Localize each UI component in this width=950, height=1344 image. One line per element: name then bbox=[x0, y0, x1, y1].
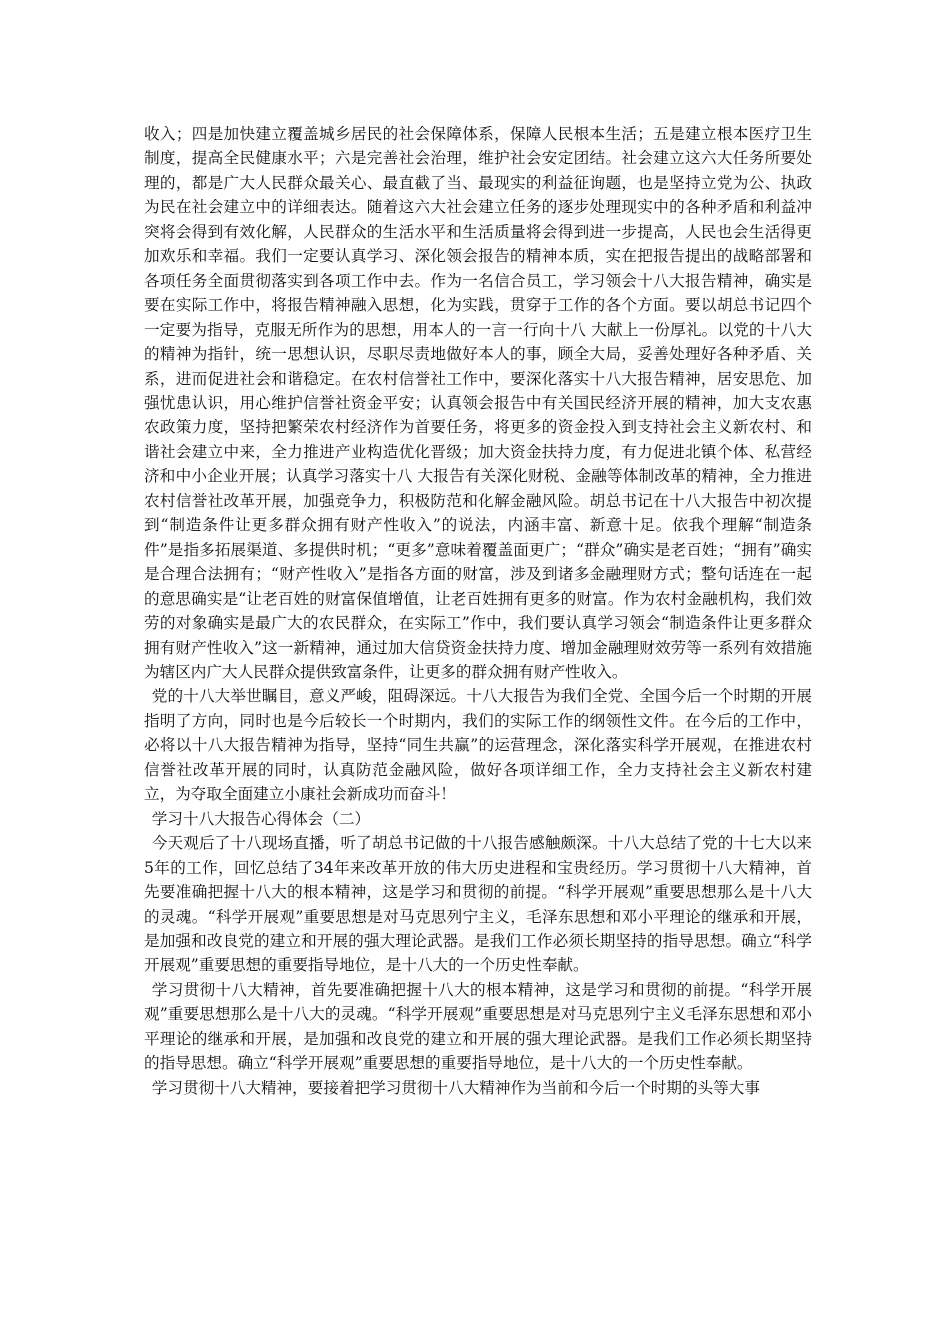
paragraph-continuation: 收入；四是加快建立覆盖城乡居民的社会保障体系，保障人民根本生活；五是建立根本医疗卫生制度，提高全民健康水平；六是完善社会治理，维护社会安定团结。社会建立这六大任务所要处理的，都是广大人民群众最关心、最直截了当、最现实的利益征询题，也是坚持立党为公、执政为民在社会建立中的详细表达。随着这六大社会建立任务的逐步处理现实中的各种矛盾和利益冲突将会得到有效化解，人民群众的生活水平和生活质量将会得到进一步提高，人民也会生活得更加欢乐和幸福。我们一定要认真学习、深化领会报告的精神本质，实在把报告提出的战略部署和各项任务全面贯彻落实到各项工作中去。作为一名信合员工，学习领会十八大报告精神，确实是要在实际工作中，将报告精神融入思想，化为实践，贯穿于工作的各个方面。要以胡总书记四个一定要为指导，克服无所作为的思想，用本人的一言一行向十八 大献上一份厚礼。以党的十八大的精神为指针，统一思想认识，尽职尽责地做好本人的事，顾全大局，妥善处理好各种矛盾、关系，进而促进社会和谐稳定。在农村信誉社工作中，要深化落实十八大报告精神，居安思危、加强忧患认识，用心维护信誉社资金平安；认真领会报告中有关国民经济开展的精神，加大支农惠农政策力度，坚持把繁荣农村经济作为首要任务，将更多的资金投入到支持社会主义新农村、和谐社会建立中来，全力推进产业构造优化晋级；加大资金扶持力度，有力促进北镇个体、私营经济和中小企业开展；认真学习落实十八 大报告有关深化财税、金融等体制改革的精神，全力推进农村信誉社改革开展，加强竞争力，积极防范和化解金融风险。胡总书记在十八大报告中初次提到“制造条件让更多群众拥有财产性收入”的说法，内涵丰富、新意十足。依我个理解“制造条件”是指多拓展渠道、多提供时机；“更多”意味着覆盖面更广；“群众”确实是老百姓；“拥有”确实是合理合法拥有；“财产性收入”是指各方面的财富，涉及到诸多金融理财方式；整句话连在一起的意思确实是“让老百姓的财富保值增值，让老百姓拥有更多的财富。作为农村金融机构，我们效劳的对象确实是最广大的农民群众，在实际工”作中，我们要认真学习领会“制造条件让更多群众拥有财产性收入”这一新精神，通过加大信贷资金扶持力度、增加金融理财效劳等一系列有效措施为辖区内广大人民群众提供致富条件，让更多的群众拥有财产性收入。 bbox=[144, 125, 812, 681]
paragraph-body: 学习贯彻十八大精神，首先要准确把握十八大的根本精神，这是学习和贯彻的前提。“科学开展观”重要思想那么是十八大的灵魂。“科学开展观”重要思想是对马克思列宁主义毛泽东思想和邓小平理论的继承和开展，是加强和改良党的建立和开展的强大理论武器。是我们工作必须长期坚持的指导思想。确立“科学开展观”重要思想的重要指导地位，是十八大的一个历史性奉献。 bbox=[144, 980, 812, 1073]
paragraph-conclusion: 党的十八大举世瞩目，意义严峻，阻碍深远。十八大报告为我们全党、全国今后一个时期的开展指明了方向，同时也是今后较长一个时期内，我们的实际工作的纲领性文件。在今后的工作中，必将以十八大报告精神为指导，坚持“同生共赢”的运营理念，深化落实科学开展观，在推进农村信誉社改革开展的同时，认真防范金融风险，做好各项详细工作，全力支持社会主义新农村建立，为夺取全面建立小康社会新成功而奋斗！ bbox=[144, 687, 812, 804]
paragraph-intro: 今天观后了十八现场直播，听了胡总书记做的十八报告感触颇深。十八大总结了党的十七大以来5年的工作，回忆总结了34年来改革开放的伟大历史进程和宝贵经历。学习贯彻十八大精神，首先要准确把握十八大的根本精神，这是学习和贯彻的前提。“科学开展观”重要思想那么是十八大的灵魂。“科学开展观”重要思想是对马克思列宁主义，毛泽东思想和邓小平理论的继承和开展，是加强和改良党的建立和开展的强大理论武器。是我们工作必须长期坚持的指导思想。确立“科学开展观”重要思想的重要指导地位，是十八大的一个历史性奉献。 bbox=[144, 834, 812, 975]
document-body bbox=[144, 122, 812, 1100]
section-heading: 学习十八大报告心得体会（二） bbox=[151, 809, 371, 828]
paragraph-final: 学习贯彻十八大精神，要接着把学习贯彻十八大精神作为当前和今后一个时期的头等大事 bbox=[151, 1078, 760, 1097]
